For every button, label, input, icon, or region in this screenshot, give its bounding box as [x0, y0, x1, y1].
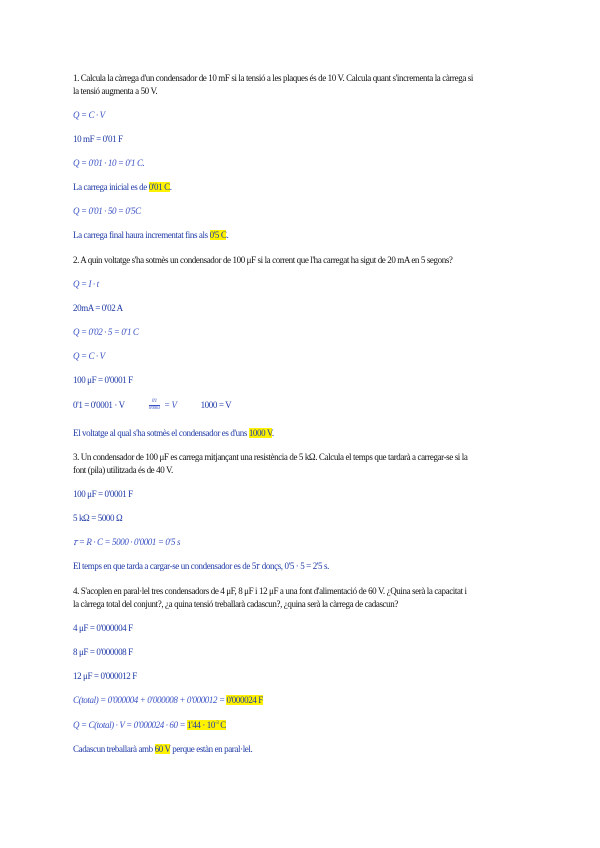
- problem-2-formula-2: Q = C · V: [73, 351, 105, 361]
- charge-base: 1'44 · 10: [186, 720, 216, 730]
- problem-1-question-line-1: 1. Calcula la càrrega d'un condensador de 10 mF si la tensió a les plaques és de 10 V. Calcula quant s'incrementa la càrrega si: [73, 73, 473, 83]
- problem-4-answer: [73, 743, 252, 755]
- problem-1-conversion: 10 mF = 0'01 F: [73, 134, 123, 144]
- problem-2-capacitance-conversion: 100 μF = 0'0001 F: [73, 375, 133, 385]
- answer-punct: .: [169, 182, 172, 192]
- problem-4-total-capacitance: [73, 694, 263, 706]
- total-capacitance-formula: C(total) = 0'000004 + 0'000008 + 0'000012 =: [73, 695, 227, 705]
- answer-punct: .: [226, 230, 229, 240]
- equation-left: 0'1 = 0'0001 · V: [73, 400, 125, 410]
- fraction-denominator: 0'0001: [148, 406, 160, 412]
- problem-1-formula: Q = C · V: [73, 110, 105, 120]
- problem-4-total-charge: [73, 718, 226, 731]
- answer-punct: .: [271, 428, 274, 438]
- highlighted-value: [187, 720, 226, 730]
- problem-1-answer-2: [73, 229, 228, 241]
- problem-1-calculation-2: Q = 0'01 · 50 = 0'5C: [73, 206, 141, 216]
- problem-3-capacitance-conversion: 100 μF = 0'0001 F: [73, 489, 133, 499]
- problem-1-calculation-1: Q = 0'01 · 10 = 0'1 C.: [73, 158, 145, 168]
- problem-4-question-line-1: 4. S'acoplen en paral·lel tres condensadors de 4 μF, 8 μF i 12 μF a una font d'alimentació de 60 V. ¿Quina serà la capacitat i: [73, 586, 467, 596]
- problem-3-answer: El temps en que tarda a cargar-se un condensador es de 5𝜏 donçs, 0'5 · 5 = 2'5 s.: [73, 561, 329, 571]
- fraction-numerator: 0'1: [149, 399, 160, 406]
- problem-2-formula: Q = I · t: [73, 279, 99, 289]
- problem-1-answer-1: [73, 181, 172, 193]
- charge-exponent: -3: [215, 721, 219, 726]
- equation-right: = V: [163, 400, 177, 410]
- problem-2-question: 2. A quin voltatge s'ha sotmès un condensador de 100 μF si la corrent que l'ha carregat ha sigut de 20 mA en 5 segons?: [73, 255, 453, 265]
- highlighted-value: 0'5 C: [209, 230, 227, 240]
- problem-4-capacitor-2: 8 μF = 0'000008 F: [73, 647, 133, 657]
- problem-4-question-line-2: la càrrega total del conjunt?, ¿a quina tensió treballarà cadascun?, ¿quina serà la càrrega de cadascun?: [73, 599, 398, 609]
- problem-4-capacitor-3: 12 μF = 0'000012 F: [73, 671, 137, 681]
- answer-text: El voltatge al qual s'ha sotmès el condensador es d'uns: [73, 428, 249, 438]
- answer-text: La carrega final haura incrementat fins als: [73, 230, 210, 240]
- problem-3-question-line-2: font (pila) utilitzada és de 40 V.: [73, 465, 173, 475]
- problem-3-time-constant: 𝜏 = R · C = 5000 · 0'0001 = 0'5 s: [73, 537, 181, 547]
- problem-2-answer: [73, 427, 274, 439]
- highlighted-value: 0'000024 F: [226, 695, 263, 705]
- highlighted-value: 0'01 C: [148, 182, 170, 192]
- problem-1-question-line-2: la tensió augmenta a 50 V.: [73, 86, 158, 96]
- answer-text-end: perque estàn en paral·lel.: [170, 744, 253, 754]
- problem-2-charge-calculation: Q = 0'02 · 5 = 0'1 C: [73, 327, 139, 337]
- problem-4-capacitor-1: 4 μF = 0'000004 F: [73, 623, 133, 633]
- highlighted-value: 60 V: [154, 744, 171, 754]
- charge-unit: C: [218, 720, 226, 730]
- answer-text: La carrega inicial es de: [73, 182, 149, 192]
- problem-2-equation: [73, 399, 231, 412]
- problem-3-question-line-1: 3. Un condensador de 100 μF es carrega mitjançant una resistència de 5 kΩ. Calcula el temps que tardarà a carregar-se si la: [73, 452, 468, 462]
- total-charge-formula: Q = C(total) · V = 0'000024 · 60 =: [73, 720, 187, 730]
- answer-text: Cadascun treballarà amb: [73, 744, 155, 754]
- fraction: [149, 399, 160, 412]
- problem-2-current-conversion: 20mA = 0'02 A: [73, 303, 123, 313]
- highlighted-value: 1000 V: [248, 428, 272, 438]
- equation-result: 1000 = V: [200, 400, 232, 410]
- problem-3-resistance-conversion: 5 kΩ = 5000 Ω: [73, 513, 123, 523]
